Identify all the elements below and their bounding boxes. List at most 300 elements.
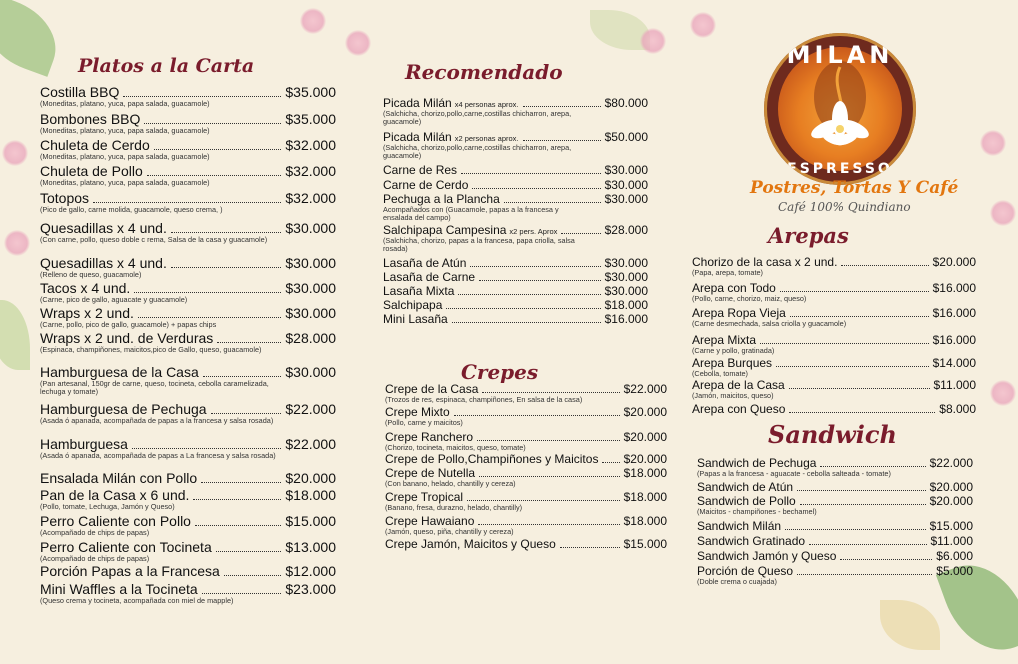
menu-item-description: (Doble crema o cuajada): [697, 577, 777, 586]
menu-item-portion: x2 pers. Aprox: [509, 227, 558, 236]
menu-item-name: Chorizo de la casa x 2 und.: [692, 255, 838, 269]
menu-item-row: [692, 402, 976, 416]
menu-item-name: Quesadillas x 4 und.: [40, 220, 167, 236]
menu-item: [40, 305, 336, 329]
menu-item-row: [40, 137, 336, 153]
menu-item-name: Crepe Ranchero: [385, 430, 474, 444]
menu-item-name: Lasaña de Atún: [383, 256, 467, 270]
menu-item: [40, 280, 336, 304]
menu-item-row: [385, 490, 667, 504]
dot-leader: [560, 547, 620, 548]
menu-item-row: [40, 401, 336, 417]
menu-item-price: $30.000: [604, 178, 648, 192]
menu-item-name: Mini Waffles a la Tocineta: [40, 581, 198, 597]
dot-leader: [201, 482, 281, 483]
menu-item-description: (Cebolla, tomate): [692, 369, 748, 378]
menu-item-name: Arepa con Todo: [692, 281, 776, 295]
menu-item: [692, 356, 976, 378]
menu-item-row: [40, 487, 336, 503]
menu-item-name: Hamburguesa de la Casa: [40, 364, 199, 380]
flower-decoration: [990, 380, 1016, 406]
dot-leader: [809, 544, 926, 545]
menu-item-name: Crepe de Pollo,Champiñones y Maicitos: [385, 452, 599, 466]
menu-item: [385, 452, 667, 466]
menu-item-price: $18.000: [604, 298, 648, 312]
menu-item-description: (Salchicha, chorizo,pollo,carne,costillas chicharron, arepa, guacamole): [383, 143, 572, 160]
menu-item-row: [40, 436, 336, 452]
flower-decoration: [980, 130, 1006, 156]
menu-item: [40, 487, 336, 511]
menu-item-description: (Chorizo, tocineta, maicitos, queso, tomate): [385, 443, 526, 452]
menu-item: [385, 382, 667, 404]
menu-item-description: (Con carne, pollo, queso doble c rema, Salsa de la casa y guacamole): [40, 235, 268, 244]
menu-item: [692, 281, 976, 303]
menu-item-row: [383, 256, 648, 270]
dot-leader: [467, 500, 620, 501]
menu-item-name: Wraps x 2 und.: [40, 305, 134, 321]
dot-leader: [461, 173, 601, 174]
menu-item-price: $30.000: [285, 280, 336, 296]
menu-item: [40, 220, 336, 244]
menu-item-price: $15.000: [285, 513, 336, 529]
dot-leader: [785, 529, 926, 530]
menu-item-name: Crepe Tropical: [385, 490, 464, 504]
dot-leader: [144, 123, 281, 124]
menu-item-row: [40, 163, 336, 179]
menu-item: [697, 456, 973, 478]
dot-leader: [202, 593, 282, 594]
menu-item: [383, 178, 648, 192]
menu-item-row: [383, 96, 648, 110]
menu-item-price: $22.000: [285, 401, 336, 417]
dot-leader: [561, 233, 600, 234]
menu-item: [385, 466, 667, 488]
menu-item-description: (Pan artesanal, 150gr de carne, queso, tocineta, cebolla caramelizada, lechuga y tomate): [40, 379, 269, 396]
flower-decoration: [345, 30, 371, 56]
menu-item: [40, 330, 336, 354]
dot-leader: [482, 392, 619, 393]
menu-item-price: $32.000: [285, 137, 336, 153]
menu-item-description: (Salchicha, chorizo, papas a la francesa, papa criolla, salsa rosada): [383, 236, 575, 253]
menu-item-price: $16.000: [932, 306, 976, 320]
menu-item-row: [697, 494, 973, 508]
dot-leader: [171, 267, 282, 268]
menu-item-price: $30.000: [285, 364, 336, 380]
menu-item-name: Chuleta de Pollo: [40, 163, 143, 179]
menu-item-name: Salchipapa: [383, 298, 443, 312]
milan-espresso-logo: [764, 33, 916, 185]
menu-item-row: [383, 130, 648, 144]
menu-item-price: $18.000: [623, 514, 667, 528]
menu-item-row: [385, 537, 667, 551]
menu-item: [697, 564, 973, 586]
dot-leader: [789, 412, 935, 413]
menu-item-row: [383, 270, 648, 284]
dot-leader: [800, 504, 926, 505]
dot-leader: [797, 490, 926, 491]
menu-item-price: $30.000: [604, 284, 648, 298]
menu-item-row: [697, 456, 973, 470]
menu-item-portion: x4 personas aprox.: [454, 100, 519, 109]
menu-item: [383, 298, 648, 312]
menu-item-name: Picada Milán: [383, 96, 452, 110]
recomendado-title: Recomendado: [405, 60, 563, 84]
menu-item: [697, 519, 973, 533]
menu-item-description: (Moneditas, platano, yuca, papa salada, guacamole): [40, 126, 210, 135]
menu-item-price: $30.000: [285, 255, 336, 271]
menu-item-price: $22.000: [285, 436, 336, 452]
menu-item-price: $12.000: [285, 563, 336, 579]
flower-decoration: [4, 230, 30, 256]
menu-item-row: [385, 514, 667, 528]
menu-item-description: (Banano, fresa, durazno, helado, chantilly): [385, 503, 523, 512]
menu-item: [383, 270, 648, 284]
dot-leader: [780, 291, 929, 292]
menu-item-price: $35.000: [285, 84, 336, 100]
dot-leader: [211, 413, 282, 414]
menu-item-description: (Papa, arepa, tomate): [692, 268, 763, 277]
menu-item: [697, 549, 973, 563]
flower-decoration: [640, 28, 666, 54]
menu-item-price: $16.000: [932, 333, 976, 347]
menu-item-description: (Carne desmechada, salsa criolla y guacamole): [692, 319, 847, 328]
menu-item-price: $6.000: [936, 549, 973, 563]
menu-item-price: $18.000: [623, 490, 667, 504]
menu-item: [383, 96, 648, 126]
menu-item-name: Pan de la Casa x 6 und.: [40, 487, 190, 503]
menu-item-row: [383, 298, 648, 312]
dot-leader: [789, 388, 930, 389]
dot-leader: [841, 265, 928, 266]
menu-item-row: [385, 405, 667, 419]
menu-item-description: (Maicitos - champiñones - bechamel): [697, 507, 817, 516]
crepes-title: Crepes: [461, 360, 539, 384]
dot-leader: [479, 476, 620, 477]
menu-item-name: Tacos x 4 und.: [40, 280, 131, 296]
menu-item-name: Lasaña de Carne: [383, 270, 476, 284]
dot-leader: [93, 202, 281, 203]
menu-item-description: (Carne, pollo, pico de gallo, guacamole) + papas chips: [40, 320, 217, 329]
dot-leader: [820, 466, 925, 467]
dot-leader: [523, 106, 601, 107]
dot-leader: [216, 551, 282, 552]
menu-item-row: [697, 549, 973, 563]
menu-item-name: Crepe Jamón, Maicitos y Queso: [385, 537, 556, 551]
menu-item-description: (Pollo, carne, chorizo, maiz, queso): [692, 294, 807, 303]
dot-leader: [171, 232, 282, 233]
menu-item: [40, 111, 336, 135]
menu-item-description: (Asada ó apanada, acompañada de papas a La francesa y salsa rosada): [40, 451, 276, 460]
arepas-title: Arepas: [768, 223, 849, 248]
menu-item-price: $11.000: [930, 534, 973, 548]
dot-leader: [797, 574, 932, 575]
menu-item: [40, 470, 336, 486]
dot-leader: [479, 280, 601, 281]
menu-item-name: Arepa Burques: [692, 356, 773, 370]
menu-item-price: $30.000: [604, 270, 648, 284]
menu-item-price: $20.000: [929, 494, 973, 508]
menu-item: [383, 163, 648, 177]
menu-item: [40, 539, 336, 563]
menu-item-name: Totopos: [40, 190, 90, 206]
menu-item-name: Bombones BBQ: [40, 111, 141, 127]
menu-item-price: $32.000: [285, 163, 336, 179]
menu-item-row: [383, 178, 648, 192]
menu-item-name: Arepa con Queso: [692, 402, 786, 416]
menu-item-price: $30.000: [604, 256, 648, 270]
menu-item-description: (Trozos de res, espinaca, champiñones, En salsa de la casa): [385, 395, 583, 404]
menu-item-row: [692, 378, 976, 392]
menu-item-row: [40, 513, 336, 529]
menu-item: [40, 364, 336, 396]
dot-leader: [760, 343, 929, 344]
menu-item-row: [383, 223, 648, 237]
menu-item-description: (Con banano, helado, chantilly y cereza): [385, 479, 516, 488]
menu-item-price: $20.000: [929, 480, 973, 494]
menu-item-description: (Pollo, carne y maicitos): [385, 418, 463, 427]
menu-item-row: [383, 163, 648, 177]
menu-item-row: [697, 564, 973, 578]
menu-item-description: (Salchicha, chorizo,pollo,carne,costillas chicharron, arepa, guacamole): [383, 109, 572, 126]
menu-item-price: $35.000: [285, 111, 336, 127]
menu-item-price: $28.000: [604, 223, 648, 237]
menu-item-description: (Asada ó apanada, acompañada de papas a la francesa y salsa rosada): [40, 416, 274, 425]
menu-item-name: Picada Milán: [383, 130, 452, 144]
dot-leader: [602, 462, 619, 463]
menu-item-price: $20.000: [623, 452, 667, 466]
menu-item-name: Sandwich de Pollo: [697, 494, 796, 508]
menu-item-row: [692, 255, 976, 269]
menu-item-row: [692, 306, 976, 320]
menu-item: [692, 333, 976, 355]
menu-item-row: [40, 111, 336, 127]
menu-item: [383, 223, 648, 253]
menu-item-price: $28.000: [285, 330, 336, 346]
menu-item-name: Perro Caliente con Pollo: [40, 513, 191, 529]
menu-item-name: Crepe de Nutella: [385, 466, 476, 480]
dot-leader: [195, 525, 281, 526]
menu-item: [383, 312, 648, 326]
menu-item-name: Sandwich de Atún: [697, 480, 794, 494]
menu-item: [385, 405, 667, 427]
menu-item-name: Hamburguesa de Pechuga: [40, 401, 207, 417]
menu-item-description: (Acompañado de chips de papas): [40, 554, 150, 563]
menu-item-row: [385, 452, 667, 466]
dot-leader: [138, 317, 281, 318]
dot-leader: [790, 316, 929, 317]
menu-item-name: Salchipapa Campesina: [383, 223, 507, 237]
menu-item: [40, 401, 336, 425]
leaf-decoration: [0, 300, 30, 370]
menu-item-price: $30.000: [604, 163, 648, 177]
flower-decoration: [690, 12, 716, 38]
menu-item: [692, 378, 976, 400]
menu-item-portion: x2 personas aprox.: [454, 134, 519, 143]
menu-item-row: [40, 84, 336, 100]
menu-item: [40, 84, 336, 108]
menu-item-description: (Espinaca, champiñones, maicitos,pico de Gallo, queso, guacamole): [40, 345, 262, 354]
menu-item-row: [40, 305, 336, 321]
menu-item: [40, 190, 336, 214]
menu-item-price: $20.000: [623, 405, 667, 419]
menu-item-row: [40, 470, 336, 486]
dot-leader: [123, 96, 281, 97]
menu-item-row: [40, 255, 336, 271]
menu-item-row: [40, 563, 336, 579]
menu-item-name: Mini Lasaña: [383, 312, 448, 326]
menu-item-price: $30.000: [285, 305, 336, 321]
dot-leader: [217, 342, 281, 343]
menu-item: [697, 494, 973, 516]
menu-item-description: (Relleno de queso, guacamole): [40, 270, 142, 279]
menu-item-row: [383, 192, 648, 206]
menu-item: [692, 255, 976, 277]
menu-item: [40, 255, 336, 279]
menu-item: [692, 402, 976, 416]
menu-item-description: (Jamón, maicitos, queso): [692, 391, 774, 400]
menu-item-price: $18.000: [285, 487, 336, 503]
menu-item: [40, 436, 336, 460]
dot-leader: [454, 415, 620, 416]
menu-item-row: [40, 280, 336, 296]
menu-item-price: $50.000: [604, 130, 648, 144]
menu-item: [40, 137, 336, 161]
dot-leader: [504, 202, 601, 203]
menu-item-name: Sandwich de Pechuga: [697, 456, 817, 470]
menu-item: [697, 534, 973, 548]
dot-leader: [154, 149, 282, 150]
menu-item-description: (Moneditas, platano, yuca, papa salada, guacamole): [40, 178, 210, 187]
flower-decoration: [2, 140, 28, 166]
menu-item-description: Acompañados con (Guacamole, papas a la francesa y ensalada del campo): [383, 205, 559, 222]
menu-item-name: Ensalada Milán con Pollo: [40, 470, 198, 486]
menu-item-name: Arepa de la Casa: [692, 378, 785, 392]
menu-item-name: Hamburguesa: [40, 436, 128, 452]
menu-item-name: Lasaña Mixta: [383, 284, 455, 298]
dot-leader: [458, 294, 600, 295]
menu-item-row: [40, 190, 336, 206]
menu-item-description: (Carne, pico de gallo, aguacate y guacamole): [40, 295, 188, 304]
menu-item-price: $22.000: [929, 456, 973, 470]
menu-item: [383, 284, 648, 298]
flower-decoration: [990, 200, 1016, 226]
dot-leader: [147, 175, 282, 176]
menu-item-description: (Papas a la francesa - aguacate - cebolla salteada - tomate): [697, 469, 891, 478]
menu-item-row: [697, 519, 973, 533]
menu-item: [383, 192, 648, 222]
menu-item-price: $80.000: [604, 96, 648, 110]
menu-item-name: Sandwich Jamón y Queso: [697, 549, 837, 563]
menu-item: [40, 563, 336, 579]
menu-item-description: (Carne y pollo, gratinada): [692, 346, 775, 355]
menu-item-price: $23.000: [285, 581, 336, 597]
menu-item: [40, 513, 336, 537]
menu-item-price: $14.000: [932, 356, 976, 370]
menu-item-row: [692, 281, 976, 295]
menu-item-row: [40, 220, 336, 236]
menu-item-description: (Queso crema y tocineta, acompañada con miel de mapple): [40, 596, 234, 605]
sandwich-title: Sandwich: [768, 420, 897, 449]
menu-item-name: Arepa Mixta: [692, 333, 757, 347]
menu-item-row: [697, 534, 973, 548]
menu-item: [40, 163, 336, 187]
menu-item: [385, 490, 667, 512]
dot-leader: [452, 322, 601, 323]
menu-item-row: [385, 466, 667, 480]
menu-item: [385, 537, 667, 551]
dot-leader: [472, 188, 600, 189]
menu-item-price: $20.000: [932, 255, 976, 269]
dot-leader: [477, 440, 620, 441]
slogan-subtitle: Café 100% Quindiano: [778, 200, 911, 214]
menu-item-row: [385, 430, 667, 444]
menu-item-price: $18.000: [623, 466, 667, 480]
menu-item-name: Carne de Res: [383, 163, 458, 177]
leaf-decoration: [0, 0, 68, 77]
menu-item: [697, 480, 973, 494]
menu-item-price: $30.000: [285, 220, 336, 236]
dot-leader: [840, 559, 932, 560]
flower-decoration: [300, 8, 326, 34]
menu-item-row: [383, 312, 648, 326]
menu-item-name: Chuleta de Cerdo: [40, 137, 150, 153]
menu-item-name: Crepe Mixto: [385, 405, 450, 419]
dot-leader: [776, 366, 929, 367]
menu-item-price: $15.000: [623, 537, 667, 551]
platos-title: Platos a la Carta: [78, 55, 255, 77]
menu-item-description: (Moneditas, platano, yuca, papa salada, guacamole): [40, 99, 210, 108]
menu-item-row: [385, 382, 667, 396]
menu-item-price: $5.000: [936, 564, 973, 578]
menu-item-row: [697, 480, 973, 494]
menu-item-row: [40, 330, 336, 346]
menu-item-name: Perro Caliente con Tocineta: [40, 539, 212, 555]
menu-item-price: $16.000: [604, 312, 648, 326]
menu-item-name: Costilla BBQ: [40, 84, 120, 100]
menu-item-name: Crepe Hawaiano: [385, 514, 475, 528]
menu-item-name: Sandwich Gratinado: [697, 534, 806, 548]
dot-leader: [203, 376, 282, 377]
dot-leader: [446, 308, 600, 309]
menu-item-price: $32.000: [285, 190, 336, 206]
menu-item-price: $16.000: [932, 281, 976, 295]
menu-item-row: [692, 356, 976, 370]
menu-item-row: [692, 333, 976, 347]
dot-leader: [470, 266, 600, 267]
menu-item-row: [40, 539, 336, 555]
dot-leader: [134, 292, 281, 293]
menu-item-row: [383, 284, 648, 298]
menu-item: [383, 130, 648, 160]
menu-item-name: Wraps x 2 und. de Verduras: [40, 330, 214, 346]
menu-item-name: Porción Papas a la Francesa: [40, 563, 220, 579]
menu-item-description: (Moneditas, platano, yuca, papa salada, guacamole): [40, 152, 210, 161]
menu-item-name: Crepe de la Casa: [385, 382, 479, 396]
menu-item-price: $13.000: [285, 539, 336, 555]
menu-item-row: [40, 581, 336, 597]
menu-item-description: (Jamón, queso, piña, chantilly y cereza): [385, 527, 514, 536]
dot-leader: [523, 140, 601, 141]
dot-leader: [193, 499, 281, 500]
menu-item-name: Sandwich Milán: [697, 519, 782, 533]
menu-item: [692, 306, 976, 328]
slogan: Postres, Tortas Y Café: [750, 178, 959, 198]
menu-item-price: $30.000: [604, 192, 648, 206]
menu-item-name: Porción de Queso: [697, 564, 794, 578]
menu-item-price: $22.000: [623, 382, 667, 396]
menu-item-name: Pechuga a la Plancha: [383, 192, 500, 206]
leaf-decoration: [880, 600, 940, 650]
